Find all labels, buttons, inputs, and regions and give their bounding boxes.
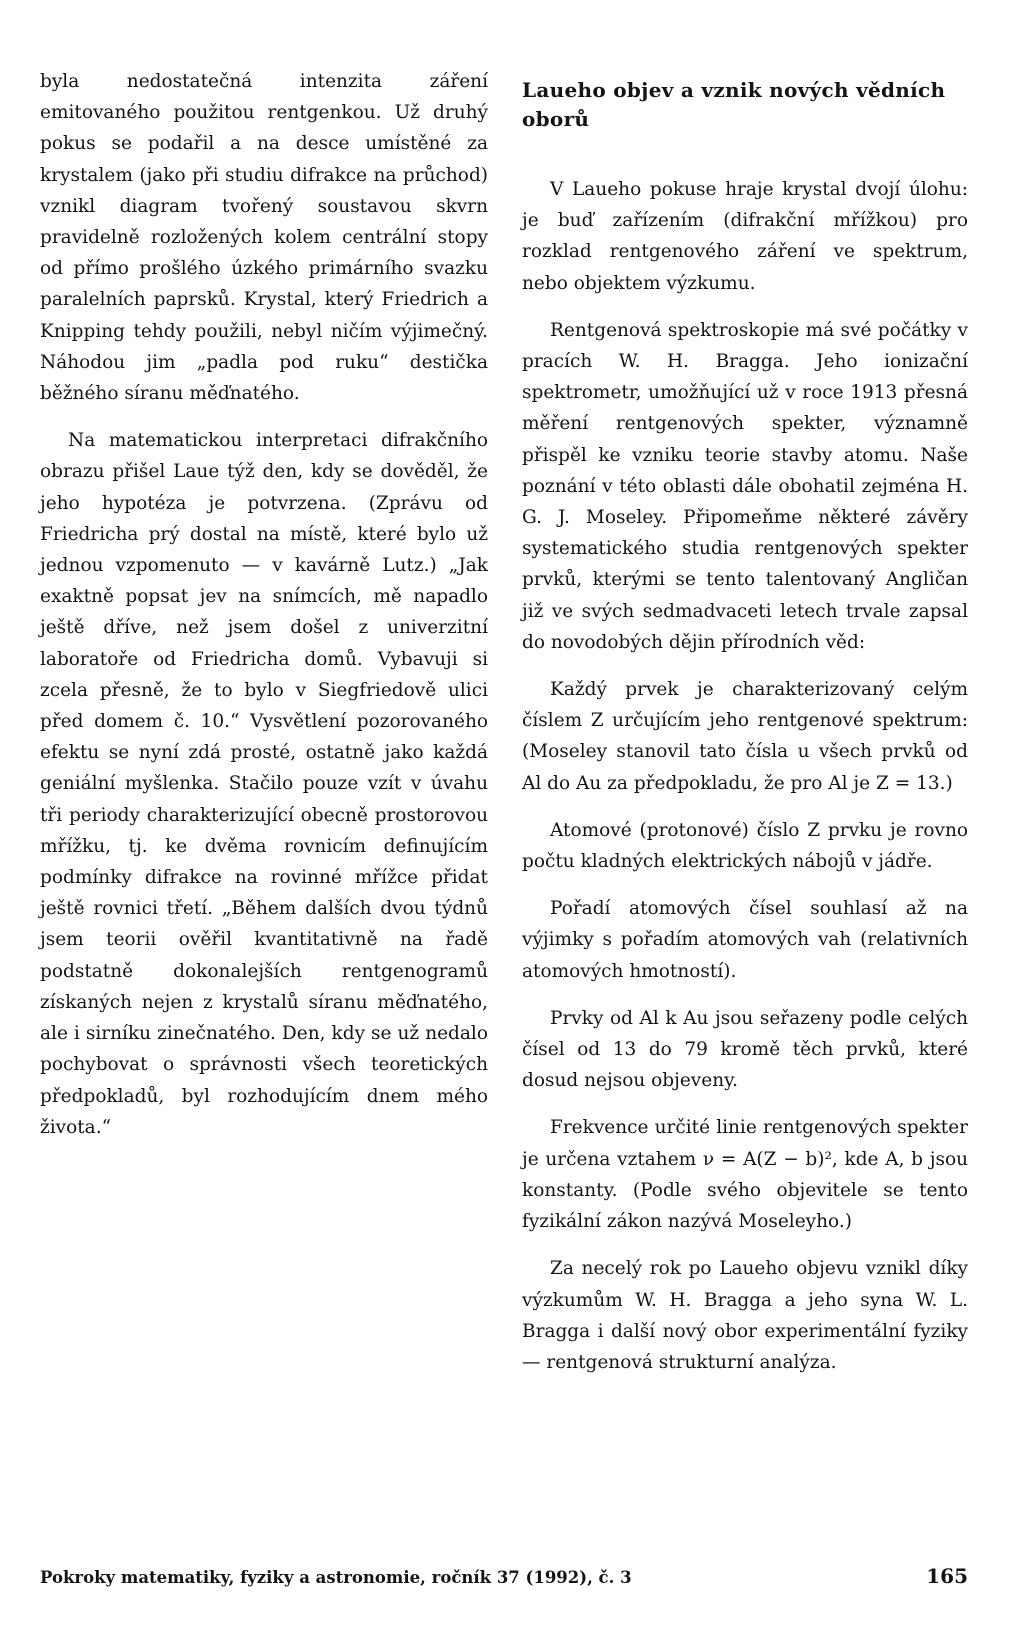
body-paragraph: V Laueho pokuse hraje krystal dvojí úlohu: je buď zařízením (difrakční mřížkou) pro rozklad rentgenového záření ve spektrum, nebo objektem výzkumu. (522, 179, 968, 294)
body-paragraph: Za necelý rok po Laueho objevu vznikl díky výzkumům W. H. Bragga a jeho syna W. L. Bragga i další nový obor experimentální fyziky — rentgenová strukturní analýza. (522, 1258, 968, 1373)
page-number: 165 (926, 1564, 968, 1588)
body-paragraph: Rentgenová spektroskopie má své počátky v pracích W. H. Bragga. Jeho ionizační spektrometr, umožňující už v roce 1913 přesná měření rentgenových spekter, významně přispěl ke vzniku teorie stavby atomu. Naše poznání v této oblasti dále obohatil zejména H. G. J. Moseley. Připomeňme některé závěry systematického studia rentgenových spekter prvků, kterými se tento talentovaný Angličan již ve svých sedmadvaceti letech trvale zapsal do novodobých dějin přírodních věd: (522, 319, 968, 653)
right-column (522, 76, 968, 1394)
body-paragraph: byla nedostatečná intenzita záření emitovaného použitou rentgenkou. Už druhý pokus se podařil a na desce umístěné za krystalem (jako při studiu difrakce na průchod) vznikl diagram tvořený soustavou skvrn pravidelně rozložených kolem centrální stopy od přímo prošlého úzkého primárního svazku paralelních paprsků. Krystal, který Friedrich a Knipping tehdy použili, nebyl ničím výjimečný. Náhodou jim „padla pod ruku“ destička běžného síranu měďnatého. (40, 71, 488, 405)
body-paragraph: Na matematickou interpretaci difrakčního obrazu přišel Laue týž den, kdy se dověděl, že jeho hypotéza je potvrzena. (Zprávu od Friedricha prý dostal na místě, které bylo už jednou vzpomenuto — v kavárně Lutz.) „Jak exaktně popsat jev na snímcích, mě napadlo ještě dříve, než jsem došel z univerzitní laboratoře od Friedricha domů. Vybavuji si zcela přesně, že to bylo v Siegfriedově ulici před domem č. 10.“ Vysvětlení pozorovaného efektu se nyní zdá prosté, ostatně jako každá geniální myšlenka. Stačilo pouze vzít v úvahu tři periody charakterizující obecně prostorovou mřížku, tj. ke dvěma rovnicím definujícím podmínky difrakce na rovinné mřížce přidat ještě rovnici třetí. „Během dalších dvou týdnů jsem teorii ověřil kvantitativně na řadě podstatně dokonalejších rentgenogramů získaných nejen z krystalů síranu měďnatého, ale i sirníku zinečnatého. Den, kdy se už nedalo pochybovat o správnosti všech teoretických předpokladů, byl rozhodujícím dnem mého života.“ (40, 430, 488, 1138)
journal-citation: Pokroky matematiky, fyziky a astronomie, ročník 37 (1992), č. 3 (40, 1568, 632, 1587)
left-column (40, 66, 488, 1159)
body-paragraph: Pořadí atomových čísel souhlasí až na výjimky s pořadím atomových vah (relativních atomových hmotností). (522, 898, 968, 982)
body-paragraph: Frekvence určité linie rentgenových spekter je určena vztahem ν = A(Z − b)², kde A, b jsou konstanty. (Podle svého objevitele se tento fyzikální zákon nazývá Moseleyho.) (522, 1117, 968, 1233)
section-heading: Laueho objev a vznik nových vědních oborů (522, 78, 946, 131)
body-paragraph: Prvky od Al k Au jsou seřazeny podle celých čísel od 13 do 79 kromě těch prvků, které dosud nejsou objeveny. (522, 1007, 968, 1092)
body-paragraph: Atomové (protonové) číslo Z prvku je rovno počtu kladných elektrických nábojů v jádře. (522, 819, 968, 873)
body-paragraph: Každý prvek je charakterizovaný celým číslem Z určujícím jeho rentgenové spektrum: (Moseley stanovil tato čísla u všech prvků od Al do Au za předpokladu, že pro Al je Z = 13.) (522, 679, 968, 794)
